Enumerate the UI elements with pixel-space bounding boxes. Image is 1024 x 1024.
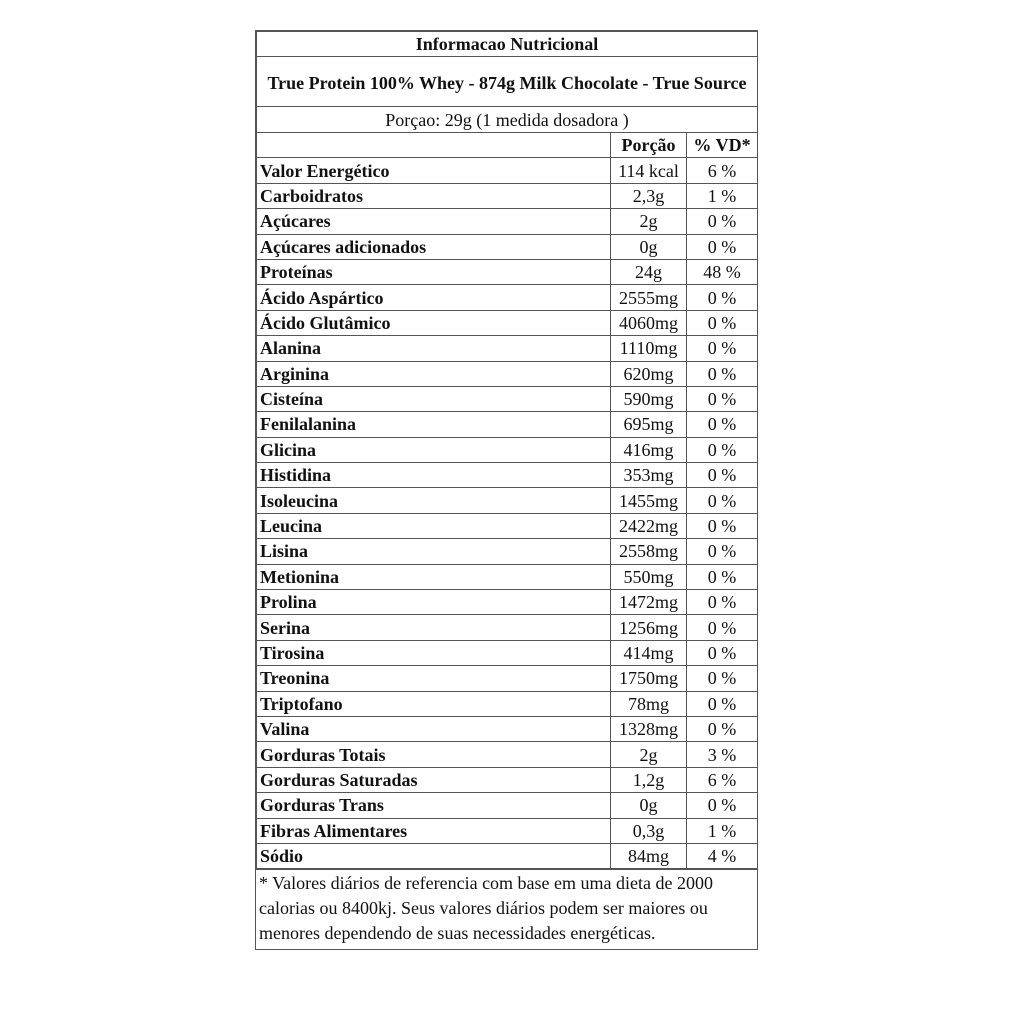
nutrient-daily-value: 0 % [687,590,758,615]
nutrient-row [257,310,758,335]
nutrient-name: Valina [257,716,611,741]
nutrient-amount: 4060mg [611,310,687,335]
nutrient-amount: 353mg [611,463,687,488]
nutrient-amount: 0,3g [611,818,687,843]
nutrient-daily-value: 1 % [687,818,758,843]
nutrient-amount: 695mg [611,412,687,437]
nutrient-name: Metionina [257,564,611,589]
nutrient-name: Tirosina [257,640,611,665]
nutrient-daily-value: 4 % [687,843,758,868]
nutrition-facts-panel [255,30,758,950]
nutrient-amount: 620mg [611,361,687,386]
column-header-amount: Porção [611,133,687,158]
nutrient-row [257,183,758,208]
table-title: Informacao Nutricional [257,32,758,57]
title-row [257,32,758,57]
nutrient-amount: 2422mg [611,513,687,538]
nutrient-name: Glicina [257,437,611,462]
nutrient-daily-value: 6 % [687,158,758,183]
nutrient-daily-value: 0 % [687,386,758,411]
nutrient-amount: 1110mg [611,336,687,361]
nutrient-amount: 0g [611,793,687,818]
nutrient-daily-value: 0 % [687,539,758,564]
nutrient-row [257,361,758,386]
nutrient-daily-value: 0 % [687,793,758,818]
nutrient-amount: 1256mg [611,615,687,640]
nutrient-name: Lisina [257,539,611,564]
nutrient-row [257,590,758,615]
nutrient-name: Valor Energético [257,158,611,183]
nutrient-name: Serina [257,615,611,640]
nutrient-row [257,666,758,691]
column-header-daily-value: % VD* [687,133,758,158]
nutrient-name: Triptofano [257,691,611,716]
nutrient-daily-value: 0 % [687,463,758,488]
nutrient-row [257,285,758,310]
nutrient-daily-value: 0 % [687,513,758,538]
nutrient-daily-value: 0 % [687,488,758,513]
nutrient-name: Gorduras Totais [257,742,611,767]
nutrient-row [257,386,758,411]
nutrient-daily-value: 0 % [687,234,758,259]
nutrient-name: Alanina [257,336,611,361]
nutrient-name: Proteínas [257,259,611,284]
nutrient-daily-value: 0 % [687,310,758,335]
nutrient-amount: 416mg [611,437,687,462]
nutrient-amount: 1328mg [611,716,687,741]
nutrient-row [257,793,758,818]
nutrient-daily-value: 0 % [687,716,758,741]
nutrient-daily-value: 3 % [687,742,758,767]
nutrient-amount: 2558mg [611,539,687,564]
nutrient-row [257,513,758,538]
nutrient-name: Arginina [257,361,611,386]
nutrition-table [256,31,758,869]
column-header-row [257,133,758,158]
nutrient-name: Fenilalanina [257,412,611,437]
nutrient-amount: 0g [611,234,687,259]
nutrient-name: Histidina [257,463,611,488]
nutrient-daily-value: 0 % [687,336,758,361]
nutrient-amount: 1,2g [611,767,687,792]
nutrient-name: Gorduras Trans [257,793,611,818]
nutrient-amount: 78mg [611,691,687,716]
nutrient-row [257,463,758,488]
product-row [257,57,758,107]
nutrient-daily-value: 6 % [687,767,758,792]
nutrient-amount: 2,3g [611,183,687,208]
nutrient-name: Treonina [257,666,611,691]
nutrient-name: Isoleucina [257,488,611,513]
nutrient-amount: 1472mg [611,590,687,615]
nutrient-daily-value: 0 % [687,412,758,437]
nutrient-name: Ácido Glutâmico [257,310,611,335]
nutrient-row [257,336,758,361]
nutrient-daily-value: 0 % [687,361,758,386]
nutrient-row [257,691,758,716]
nutrient-row [257,209,758,234]
nutrient-amount: 84mg [611,843,687,868]
nutrient-row [257,259,758,284]
nutrient-name: Açúcares adicionados [257,234,611,259]
nutrient-name: Sódio [257,843,611,868]
serving-size: Porçao: 29g (1 medida dosadora ) [257,107,758,133]
nutrient-amount: 2g [611,209,687,234]
nutrient-row [257,742,758,767]
serving-row [257,107,758,133]
nutrient-daily-value: 0 % [687,615,758,640]
nutrient-daily-value: 0 % [687,564,758,589]
nutrient-daily-value: 0 % [687,691,758,716]
nutrient-name: Fibras Alimentares [257,818,611,843]
nutrient-row [257,716,758,741]
nutrient-daily-value: 48 % [687,259,758,284]
nutrient-name: Gorduras Saturadas [257,767,611,792]
nutrient-row [257,843,758,868]
column-header-blank [257,133,611,158]
nutrient-row [257,818,758,843]
nutrient-daily-value: 0 % [687,437,758,462]
product-name: True Protein 100% Whey - 874g Milk Chocolate - True Source [257,57,758,107]
nutrient-row [257,767,758,792]
nutrient-row [257,158,758,183]
nutrient-row [257,234,758,259]
nutrient-name: Ácido Aspártico [257,285,611,310]
nutrient-row [257,640,758,665]
nutrient-amount: 590mg [611,386,687,411]
nutrient-name: Leucina [257,513,611,538]
nutrient-amount: 550mg [611,564,687,589]
nutrient-row [257,539,758,564]
nutrient-amount: 2g [611,742,687,767]
nutrient-name: Prolina [257,590,611,615]
nutrient-amount: 24g [611,259,687,284]
nutrient-row [257,488,758,513]
daily-value-footnote: * Valores diários de referencia com base em uma dieta de 2000 calorias ou 8400kj. Seus valores diários podem ser maiores ou menores dependendo de suas necessidades energéticas. [256,869,757,949]
nutrient-daily-value: 1 % [687,183,758,208]
nutrient-daily-value: 0 % [687,666,758,691]
nutrient-daily-value: 0 % [687,209,758,234]
nutrient-amount: 1455mg [611,488,687,513]
nutrient-row [257,615,758,640]
nutrient-row [257,412,758,437]
nutrient-row [257,437,758,462]
nutrient-amount: 414mg [611,640,687,665]
nutrient-daily-value: 0 % [687,285,758,310]
nutrient-amount: 114 kcal [611,158,687,183]
nutrient-row [257,564,758,589]
nutrient-name: Cisteína [257,386,611,411]
nutrient-name: Açúcares [257,209,611,234]
nutrient-name: Carboidratos [257,183,611,208]
nutrient-daily-value: 0 % [687,640,758,665]
nutrient-amount: 2555mg [611,285,687,310]
nutrient-amount: 1750mg [611,666,687,691]
